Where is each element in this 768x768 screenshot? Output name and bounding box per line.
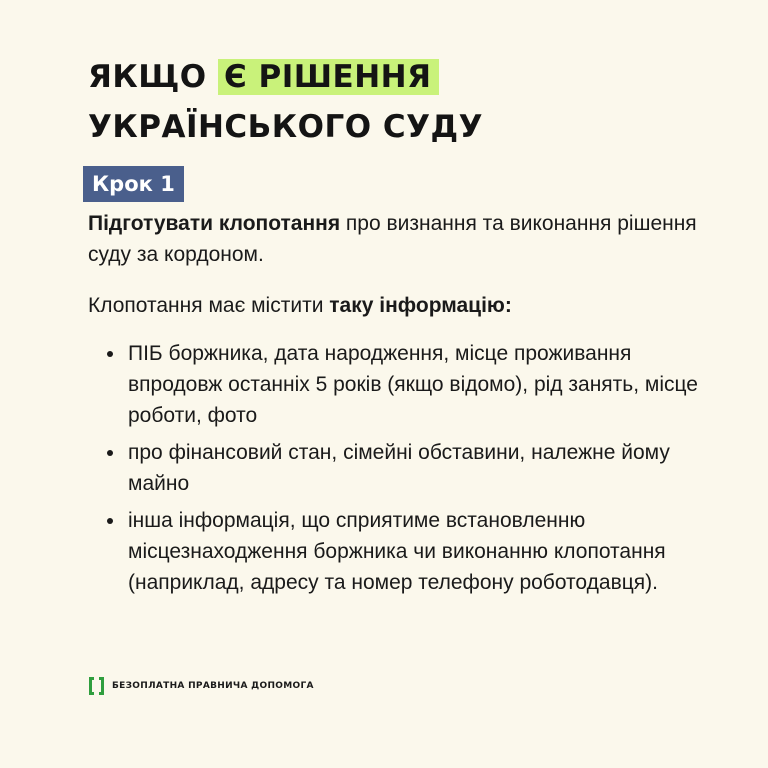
list-item: ПІБ боржника, дата народження, місце проживання впродовж останніх 5 років (якщо відомо), рід занять, місце роботи, фото: [107, 338, 722, 431]
intro-bold: таку інформацію:: [329, 294, 512, 317]
intro-text: Клопотання має містити: [88, 294, 330, 317]
instruction-rest: про визнання та виконання рішення суду за кордоном.: [88, 212, 697, 266]
bracket-logo-icon: [89, 677, 104, 695]
instruction-paragraph: [88, 208, 718, 270]
info-list: [107, 338, 722, 604]
intro-paragraph: [88, 290, 718, 321]
title-part2: УКРАЇНСЬКОГО СУДУ: [88, 109, 484, 145]
list-item: про фінансовий стан, сімейні обставини, належне йому майно: [107, 437, 722, 499]
footer-brand: [89, 675, 314, 697]
title-part1: ЯКЩО: [88, 59, 218, 95]
brand-text: БЕЗОПЛАТНА ПРАВНИЧА ДОПОМОГА: [112, 681, 314, 691]
step-badge: Крок 1: [83, 166, 184, 202]
title-highlight: Є РІШЕННЯ: [218, 59, 440, 95]
right-bracket-icon: [99, 677, 104, 695]
page-title: [88, 52, 708, 152]
main-content: [88, 208, 718, 321]
left-bracket-icon: [89, 677, 94, 695]
instruction-bold: Підготувати клопотання: [88, 212, 341, 235]
list-item: інша інформація, що сприятиме встановленню місцезнаходження боржника чи виконанню клопотання (наприклад, адресу та номер телефону роботодавця).: [107, 505, 722, 598]
